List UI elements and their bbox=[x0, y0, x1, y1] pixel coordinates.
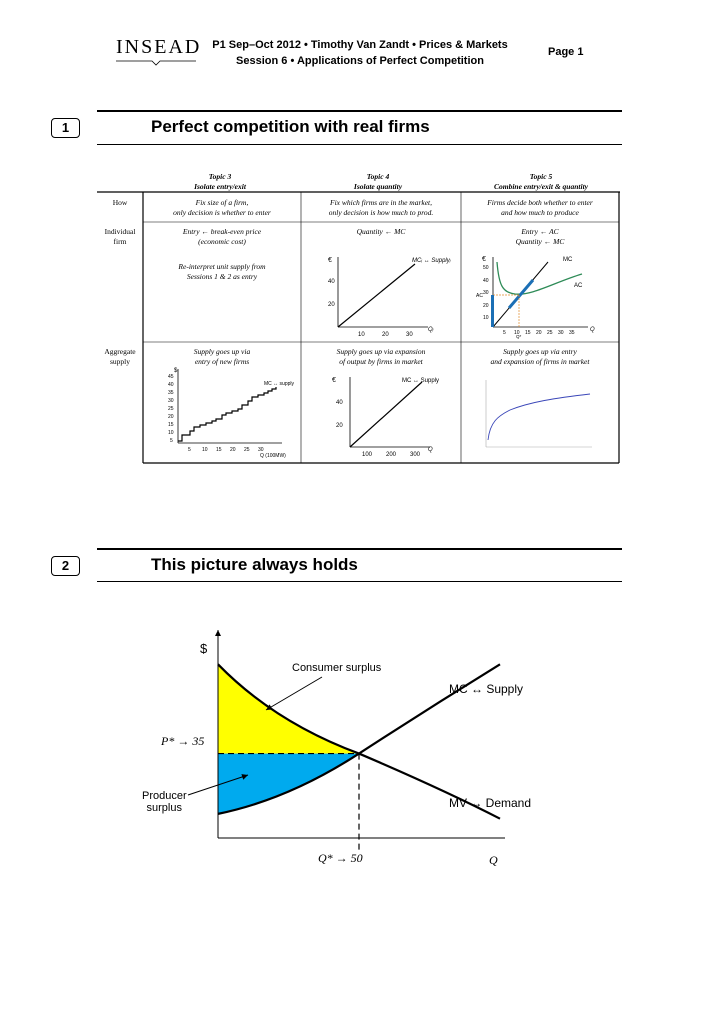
mini-chart-mc-firm bbox=[310, 252, 455, 340]
y-tick: 40 bbox=[483, 278, 489, 284]
x-tick: 5 bbox=[188, 447, 191, 453]
y-tick: 15 bbox=[168, 422, 174, 428]
y-tick: 10 bbox=[168, 430, 174, 436]
supply-staircase bbox=[178, 387, 276, 441]
cell-individual-topic3: Entry ← break-even price (economic cost) bbox=[182, 227, 262, 246]
curve-label: MC ↔ Supply bbox=[402, 378, 440, 384]
ac-curve bbox=[497, 262, 582, 294]
x-tick: 35 bbox=[569, 330, 575, 336]
row-label-how: How bbox=[112, 198, 128, 207]
col-topic4: Topic 4 Isolate quantity bbox=[353, 172, 403, 191]
y-axis-label: $ bbox=[200, 641, 208, 656]
mc-line bbox=[338, 264, 415, 327]
producer-surplus-label: Producer surplus bbox=[142, 790, 187, 814]
currency-label: € bbox=[332, 377, 336, 384]
pstar-label: P* → 35 bbox=[161, 734, 205, 748]
y-tick: 30 bbox=[483, 290, 489, 296]
col-topic3: Topic 3 Isolate entry/exit bbox=[194, 172, 246, 191]
curve-label: MCᵢ ↔ Supplyᵢ bbox=[412, 258, 451, 264]
currency-label: € bbox=[482, 256, 486, 263]
header-course-line: P1 Sep–Oct 2012 • Timothy Van Zandt • Prices & Markets bbox=[212, 39, 508, 51]
row-label-individual: Individual firm bbox=[104, 227, 136, 246]
producer-surplus-area bbox=[218, 754, 359, 814]
row-label-aggregate: Aggregate supply bbox=[104, 347, 136, 366]
y-tick: 40 bbox=[168, 382, 174, 388]
section1-title: Perfect competition with real firms bbox=[151, 117, 430, 136]
x-tick: 30 bbox=[558, 330, 564, 336]
qstar-label: Q* → 50 bbox=[318, 851, 363, 865]
y-tick: 30 bbox=[168, 398, 174, 404]
x-tick: 5 bbox=[503, 330, 506, 336]
y-tick: 20 bbox=[483, 303, 489, 309]
cell-aggregate-topic3: Supply goes up via entry of new firms bbox=[193, 347, 251, 366]
supply-curve bbox=[488, 394, 590, 440]
col-topic5: Topic 5 Combine entry/exit & quantity bbox=[494, 172, 588, 191]
x-tick: 15 bbox=[216, 447, 222, 453]
y-tick: 5 bbox=[170, 438, 173, 444]
x-label: Qᵢ bbox=[428, 327, 434, 333]
curve-label: MC ↔ supply bbox=[264, 381, 295, 387]
ac-axis-label: AC bbox=[476, 293, 483, 299]
section2-number: 2 bbox=[51, 556, 80, 576]
y-tick: 10 bbox=[483, 315, 489, 321]
currency-label: $ bbox=[174, 368, 178, 374]
x-tick: 200 bbox=[386, 452, 397, 458]
y-tick: 40 bbox=[328, 279, 335, 285]
price-range-marker bbox=[491, 295, 494, 327]
mini-chart-expansion-supply bbox=[310, 372, 455, 460]
x-tick: 25 bbox=[244, 447, 250, 453]
x-label: Q (100MW) bbox=[260, 453, 286, 459]
cell-how-topic3: Fix size of a firm, only decision is whether to enter bbox=[173, 198, 271, 217]
x-label: Q bbox=[590, 327, 595, 333]
demand-label: MV ↔ Demand bbox=[449, 796, 532, 810]
x-tick: 20 bbox=[536, 330, 542, 336]
y-tick: 40 bbox=[336, 400, 343, 406]
x-label: Q bbox=[428, 447, 433, 453]
x-tick: 20 bbox=[230, 447, 236, 453]
x-tick: 100 bbox=[362, 452, 373, 458]
x-tick: 10 bbox=[514, 330, 520, 336]
x-tick: 25 bbox=[547, 330, 553, 336]
section2-title: This picture always holds bbox=[151, 555, 358, 574]
mini-chart-ac-firm bbox=[470, 252, 615, 340]
y-tick: 20 bbox=[328, 302, 335, 308]
x-tick: 10 bbox=[358, 332, 365, 338]
consumer-surplus-arrow bbox=[266, 677, 322, 710]
x-tick: 10 bbox=[202, 447, 208, 453]
y-tick: 20 bbox=[168, 414, 174, 420]
mini-chart-entry-supply bbox=[160, 365, 300, 461]
page-number: Page 1 bbox=[548, 46, 584, 58]
section2-bottom-rule bbox=[97, 581, 622, 582]
cell-individual-note: Re-interpret unit supply from Sessions 1 & 2 as entry bbox=[178, 262, 266, 281]
cell-individual-topic5: Entry ← AC Quantity ← MC bbox=[515, 227, 565, 246]
y-tick: 20 bbox=[336, 423, 343, 429]
mc-label: MC bbox=[563, 257, 573, 263]
supply-line bbox=[350, 382, 422, 447]
currency-label: € bbox=[328, 257, 332, 264]
insead-logo: INSEAD bbox=[116, 36, 202, 58]
consumer-surplus-label: Consumer surplus bbox=[292, 662, 382, 674]
cell-individual-topic4: Quantity ← MC bbox=[356, 227, 406, 236]
y-tick: 35 bbox=[168, 390, 174, 396]
x-tick: 30 bbox=[406, 332, 413, 338]
y-tick: 50 bbox=[483, 265, 489, 271]
supply-label: MC ↔ Supply bbox=[449, 682, 524, 696]
ac-label: AC bbox=[574, 283, 583, 289]
qstar-label: Q* bbox=[516, 334, 522, 339]
y-tick: 45 bbox=[168, 374, 174, 380]
section1-number: 1 bbox=[51, 118, 80, 138]
x-axis-label: Q bbox=[489, 853, 498, 867]
mini-chart-combined-supply bbox=[470, 372, 615, 460]
cell-aggregate-topic5: Supply goes up via entry and expansion of firms in market bbox=[490, 347, 590, 366]
surplus-chart bbox=[0, 620, 720, 880]
cell-how-topic4: Fix which firms are in the market, only decision is how much to prod. bbox=[328, 198, 434, 217]
header-session-line: Session 6 • Applications of Perfect Competition bbox=[236, 55, 484, 67]
x-tick: 300 bbox=[410, 452, 421, 458]
x-tick: 15 bbox=[525, 330, 531, 336]
x-tick: 20 bbox=[382, 332, 389, 338]
y-tick: 25 bbox=[168, 406, 174, 412]
cell-aggregate-topic4: Supply goes up via expansion of output by firms in market bbox=[336, 347, 426, 366]
x-tick: 30 bbox=[258, 447, 264, 453]
section2-top-rule bbox=[97, 548, 622, 550]
consumer-surplus-area bbox=[218, 664, 359, 753]
cell-how-topic5: Firms decide both whether to enter and how much to produce bbox=[487, 198, 593, 217]
